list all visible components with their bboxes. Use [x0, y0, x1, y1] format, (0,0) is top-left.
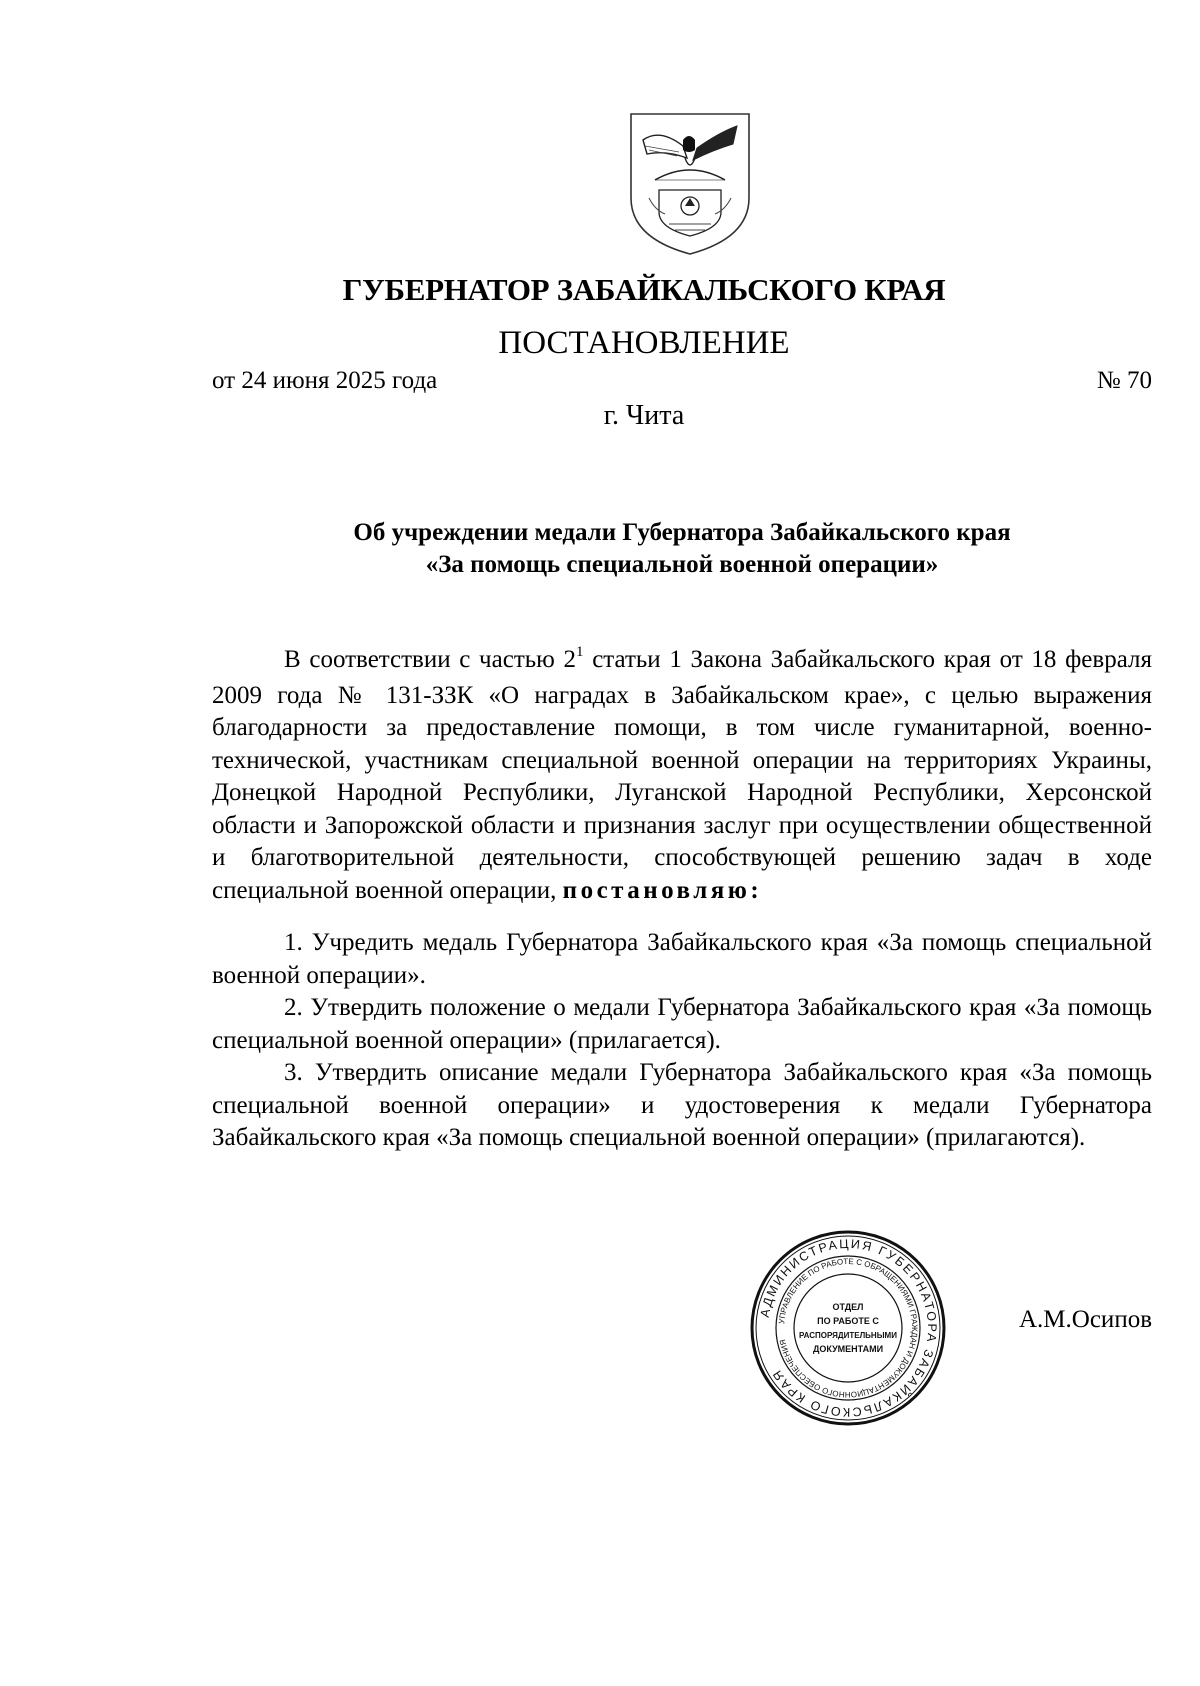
issuing-authority: ГУБЕРНАТОР ЗАБАЙКАЛЬСКОГО КРАЯ [342, 272, 946, 307]
official-stamp [748, 1228, 948, 1428]
title-line-2: «За помощь специальной военной операции» [425, 551, 939, 578]
issue-city: г. Чита [603, 400, 685, 431]
stamp-outer-text: АДМИНИСТРАЦИЯ ГУБЕРНАТОРА ЗАБАЙКАЛЬСКОГО КРАЯ [757, 1236, 940, 1420]
preamble-text-2: статьи 1 Закона Забайкальского края от 18 февраля 2009 года № 131-ЗЗК «О наградах в Забайкальском крае», с целью выражения благодарности за предоставление помощи, в том числе гуманитарной, военно-технической, участникам специальной военной операции на территориях Украины, Донецкой Народной Республики, Луганской Народной Республики, Херсонской области и Запорожской области и признания заслуг при осуществлении общественной и благотворительной деятельности, способствующей решению задач в ходе специальной военной операции, [212, 646, 1152, 904]
stamp-inner-text: УПРАВЛЕНИЕ ПО РАБОТЕ С ОБРАЩЕНИЯМИ ГРАЖДАН И ДОКУМЕНТАЦИОННОГО ОБЕСПЕЧЕНИЯ [777, 1256, 920, 1400]
zabaikalsky-krai-coat-of-arms-icon [625, 110, 755, 258]
svg-text:УПРАВЛЕНИЕ ПО РАБОТЕ С ОБРАЩЕН [777, 1257, 919, 1399]
stamp-center-line-2: ПО РАБОТЕ С [817, 1316, 879, 1326]
preamble-text-1: В соответствии с частью 2 [284, 646, 577, 673]
decree-item-1: 1. Учредить медаль Губернатора Забайкальского края «За помощь специальной военной операции». [212, 929, 1152, 989]
title-line-1: Об учреждении медали Губернатора Забайкальского края [353, 519, 1011, 546]
document-date: от 24 июня 2025 года [212, 367, 438, 394]
decree-item-2: 2. Утвердить положение о медали Губернатора Забайкальского края «За помощь специальной военной операции» (прилагается). [212, 994, 1152, 1054]
stamp-center-line-4: ДОКУМЕНТАМИ [812, 1344, 884, 1354]
signer-name: А.М.Осипов [1019, 1306, 1152, 1333]
round-seal-icon [748, 1228, 948, 1428]
coat-of-arms-emblem [625, 110, 755, 258]
document-type: ПОСТАНОВЛЕНИЕ [498, 325, 790, 361]
decree-item-3: 3. Утвердить описание медали Губернатора Забайкальского края «За помощь специальной военной операции» и удостоверения к медали Губернатора Забайкальского края «За помощь специальной военной операции» (прилагаются). [212, 1059, 1152, 1151]
stamp-center-line-1: ОТДЕЛ [832, 1302, 864, 1312]
document-number: № 70 [1096, 367, 1152, 394]
decree-word: постановляю: [562, 876, 763, 904]
document-title [212, 517, 1152, 581]
part-superscript: 1 [576, 644, 584, 660]
preamble-paragraph [212, 644, 1152, 907]
document-body [212, 644, 1152, 1155]
stamp-center-line-3: РАСПОРЯДИТЕЛЬНЫМИ [799, 1331, 897, 1340]
